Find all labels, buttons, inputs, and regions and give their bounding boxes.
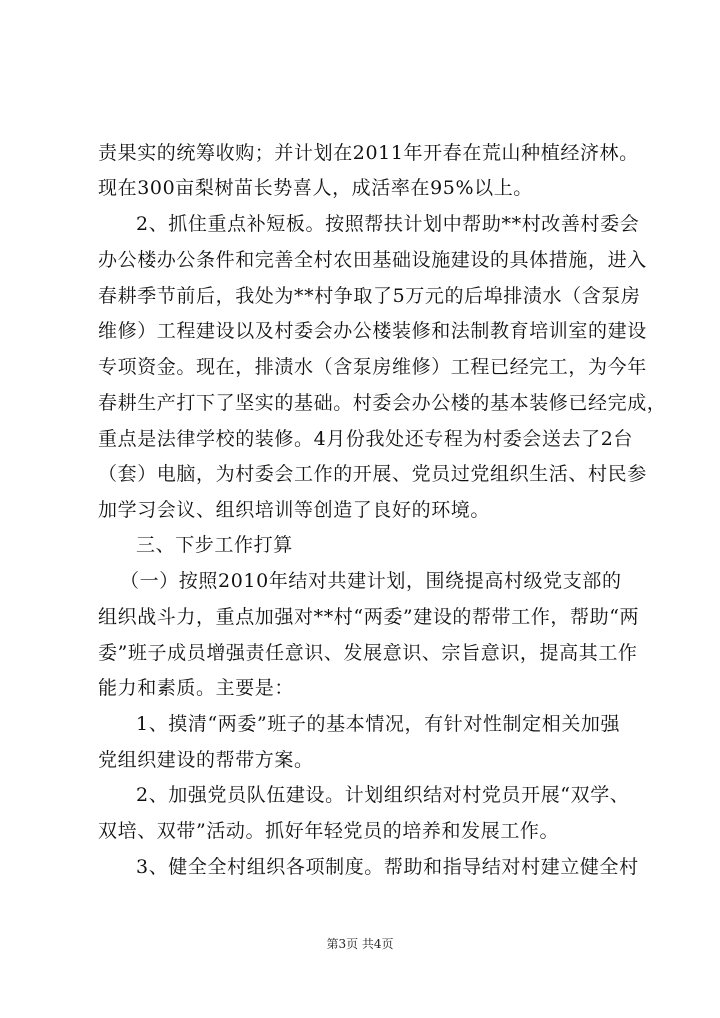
text-line: 专项资金。现在，排渍水（含泵房维修）工程已经完工，为今年 <box>98 356 647 378</box>
text-line: 组织战斗力，重点加强对**村“两委”建设的帮带工作，帮助“两 <box>98 606 640 628</box>
text-line: （一）按照2010年结对共建计划，围绕提高村级党支部的 <box>120 570 622 592</box>
text-line: 责果实的统筹收购；并计划在2011年开春在荒山种植经济林。 <box>98 142 639 164</box>
text-line: 2、加强党员队伍建设。计划组织结对村党员开展“双学、 <box>136 784 630 806</box>
page-footer: 第3页 共4页 <box>326 937 394 951</box>
text-line: 加学习会议、组织培训等创造了良好的环境。 <box>98 499 491 521</box>
text-line: 重点是法律学校的装修。4月份我处还专程为村委会送去了2台 <box>98 428 633 450</box>
section-heading: 三、下步工作打算 <box>136 534 293 556</box>
text-line: 春耕季节前后，我处为**村争取了5万元的后埠排渍水（含泵房 <box>98 285 641 307</box>
text-line: 2、抓住重点补短板。按照帮扶计划中帮助**村改善村委会 <box>136 213 640 235</box>
text-line: 委”班子成员增强责任意识、发展意识、宗旨意识，提高其工作 <box>98 642 638 664</box>
text-line: 维修）工程建设以及村委会办公楼装修和法制教育培训室的建设 <box>98 320 647 342</box>
text-line: （套）电脑，为村委会工作的开展、党员过党组织生活、村民参 <box>98 463 647 485</box>
text-line: 春耕生产打下了坚实的基础。村委会办公楼的基本装修已经完成， <box>98 392 667 414</box>
text-line: 办公楼办公条件和完善全村农田基础设施建设的具体措施，进入 <box>98 249 647 271</box>
text-line: 3、健全全村组织各项制度。帮助和指导结对村建立健全村 <box>136 856 639 878</box>
text-line: 党组织建设的帮带方案。 <box>98 749 314 771</box>
text-line: 能力和素质。主要是： <box>98 677 295 699</box>
text-line: 现在300亩梨树苗长势喜人，成活率在95%以上。 <box>98 177 533 199</box>
text-line: 双培、双带”活动。抓好年轻党员的培养和发展工作。 <box>98 820 560 842</box>
text-line: 1、摸清“两委”班子的基本情况，有针对性制定相关加强 <box>136 713 621 735</box>
